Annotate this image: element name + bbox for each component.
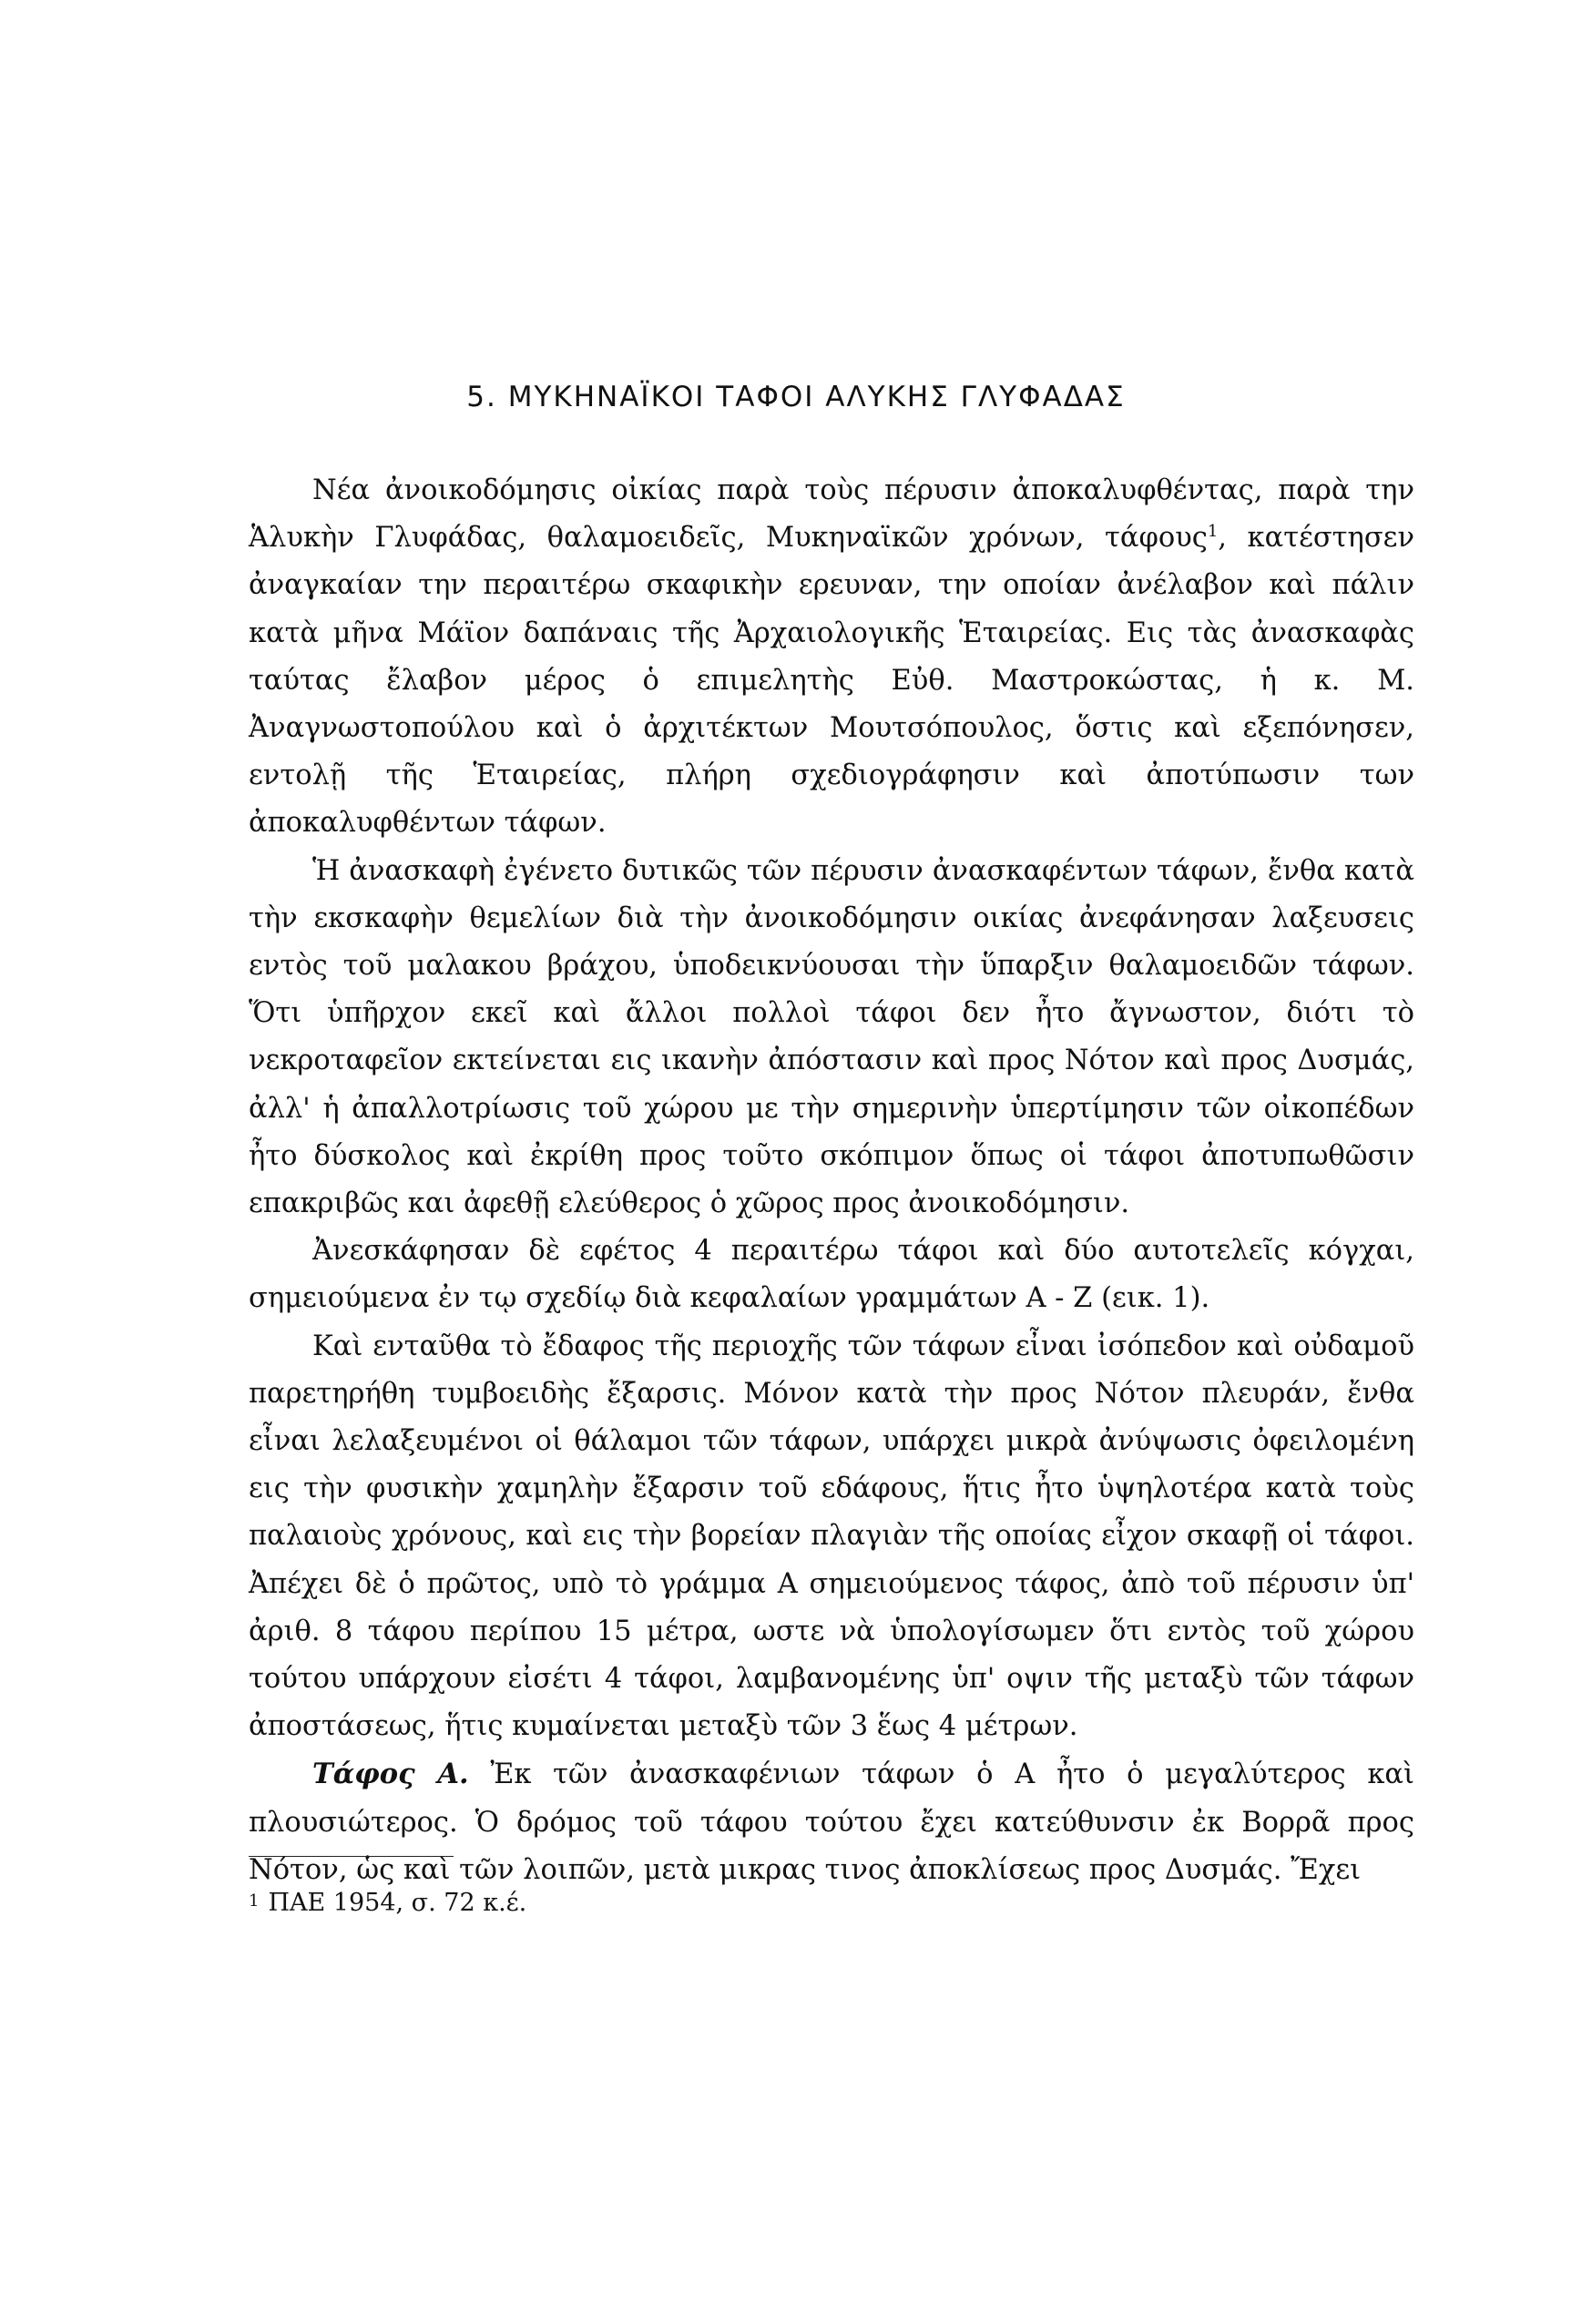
paragraph-1-text-b: , κατέστησεν ἀναγκαίαν την περαιτέρω σκαφικὴν ερευναν, την οποίαν ἀνέλαβον καὶ πάλιν κατὰ μῆνα Μάϊον δαπάναις τῆς Ἀρχαιολογικῆς Ἑταιρείας. Εις τὰς ἀνασκαφὰς ταύτας ἔλαβον μέρος ὁ επιμελητὴς Εὐθ. Μαστροκώστας, ἡ κ. Μ. Ἀναγνωστοπούλου καὶ ὁ ἀρχιτέκτων Μουτσόπουλος, ὅστις καὶ εξεπόνησεν, εντολῇ τῆς Ἑταιρείας, πλήρη σχεδιογράφησιν καὶ ἀποτύπωσιν των ἀποκαλυφθέντων τάφων.	[249, 522, 1414, 840]
body-text	[249, 467, 1414, 1894]
paragraph-1-text-a: Νέα ἀνοικοδόμησις οἰκίας παρὰ τοὺς πέρυσιν ἀποκαλυφθέντας, παρὰ την Ἁλυκὴν Γλυφάδας, θαλαμοειδεῖς, Μυκηναϊκῶν χρόνων, τάφους	[249, 474, 1414, 555]
paragraph-2: Ἡ ἀνασκαφὴ ἐγένετο δυτικῶς τῶν πέρυσιν ἀνασκαφέντων τάφων, ἔνθα κατὰ τὴν εκσκαφὴν θεμελίων διὰ τὴν ἀνοικοδόμησιν οικίας ἀνεφάνησαν λαξευσεις εντὸς τοῦ μαλακου βράχου, ὑποδεικνύουσαι τὴν ὕπαρξιν θαλαμοειδῶν τάφων. Ὅτι ὑπῆρχον εκεῖ καὶ ἄλλοι πολλοὶ τάφοι δεν ἦτο ἄγνωστον, διότι τὸ νεκροταφεῖον εκτείνεται εις ικανὴν ἀπόστασιν καὶ προς Νότον καὶ προς Δυσμάς, ἀλλ' ἡ ἀπαλλοτρίωσις τοῦ χώρου με τὴν σημερινὴν ὑπερτίμησιν τῶν οἰκοπέδων ἦτο δύσκολος καὶ ἐκρίθη προς τοῦτο σκόπιμον ὅπως οἱ τάφοι ἀποτυπωθῶσιν επακριβῶς και ἀφεθῇ ελεύθερος ὁ χῶρος προς ἀνοικοδόμησιν.	[249, 854, 1414, 1220]
footnote-rule	[249, 1856, 454, 1857]
paragraph-5	[249, 1750, 1414, 1894]
run-in-heading-tafos-a: Τάφος Α.	[312, 1758, 469, 1791]
footnote-text: ΠΑΕ 1954, σ. 72 κ.έ.	[268, 1889, 527, 1917]
section-heading: 5. ΜΥΚΗΝΑΪΚΟΙ ΤΑΦΟΙ ΑΛΥΚΗΣ ΓΛΥΦΑΔΑΣ	[466, 381, 1126, 413]
paragraph-4: Καὶ ενταῦθα τὸ ἔδαφος τῆς περιοχῆς τῶν τάφων εἶναι ἰσόπεδον καὶ οὐδαμοῦ παρετηρήθη τυμβοειδὴς ἔξαρσις. Μόνον κατὰ τὴν προς Νότον πλευράν, ἔνθα εἶναι λελαξευμένοι οἱ θάλαμοι τῶν τάφων, υπάρχει μικρὰ ἀνύψωσις ὀφειλομένη εις τὴν φυσικὴν χαμηλὴν ἔξαρσιν τοῦ εδάφους, ἥτις ἦτο ὑψηλοτέρα κατὰ τοὺς παλαιοὺς χρόνους, καὶ εις τὴν βορείαν πλαγιὰν τῆς οποίας εἶχον σκαφῇ οἱ τάφοι. Ἀπέχει δὲ ὁ πρῶτος, υπὸ τὸ γράμμα Α σημειούμενος τάφος, ἀπὸ τοῦ πέρυσιν ὑπ' ἀριθ. 8 τάφου περίπου 15 μέτρα, ωστε νὰ ὑπολογίσωμεν ὅτι εντὸς τοῦ χώρου τούτου υπάρχουν εἰσέτι 4 τάφοι, λαμβανομένης ὑπ' οψιν τῆς μεταξὺ τῶν τάφων ἀποστάσεως, ἥτις κυμαίνεται μεταξὺ τῶν 3 ἕως 4 μέτρων.	[249, 1330, 1414, 1743]
paragraph-1	[249, 467, 1414, 848]
footnote	[249, 1887, 526, 1920]
footnote-reference: 1	[1207, 522, 1219, 542]
paragraph-5-text: Ἐκ τῶν ἀνασκαφένιων τάφων ὁ Α ἦτο ὁ μεγαλύτερος καὶ πλουσιώτερος. Ὁ δρόμος τοῦ τάφου τούτου ἔχει κατεύθυνσιν ἐκ Βορρᾶ προς Νότον, ὡς καὶ τῶν λοιπῶν, μετὰ μικρας τινος ἀποκλίσεως προς Δυσμάς. Ἔχει	[249, 1758, 1414, 1886]
footnote-mark: 1	[249, 1891, 260, 1911]
paragraph-3: Ἀνεσκάφησαν δὲ εφέτος 4 περαιτέρω τάφοι καὶ δύο αυτοτελεῖς κόγχαι, σημειούμενα ἐν τῳ σχεδίῳ διὰ κεφαλαίων γραμμάτων Α - Ζ (εικ. 1).	[249, 1235, 1414, 1315]
